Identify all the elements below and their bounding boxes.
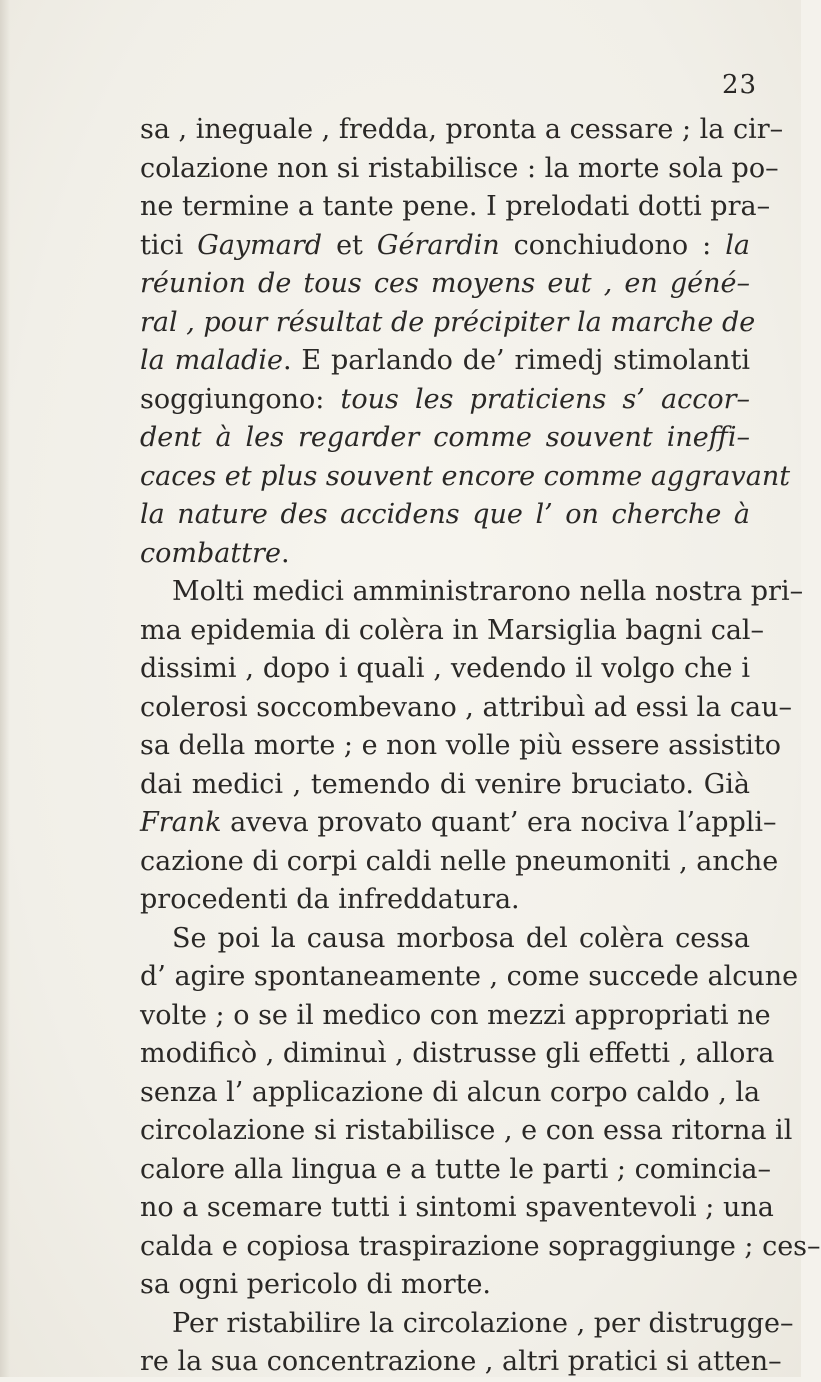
text-line (140, 649, 750, 689)
text-line (140, 611, 765, 651)
italic-text-segment: réunion de tous ces moyens eut , en géné– (140, 268, 750, 299)
text-line (140, 1188, 774, 1228)
text-segment: cazione di corpi caldi nelle pneumoniti , anche (140, 845, 779, 877)
text-segment: dissimi , dopo i quali , vedendo il volgo che i (140, 653, 750, 684)
text-line (140, 842, 779, 882)
text-line (140, 880, 750, 920)
text-line (140, 457, 791, 497)
text-line (140, 765, 750, 805)
text-line (140, 418, 750, 458)
text-segment: colazione non si ristabilisce : la morte sola po– (140, 152, 779, 184)
text-segment: sa della morte ; e non volle più essere assistito (140, 730, 782, 761)
text-line (140, 1034, 775, 1074)
text-segment: dai medici , temendo di venire bruciato. Già (140, 768, 750, 800)
text-line (172, 572, 804, 612)
italic-text-segment: dent à les regarder comme souvent ineffi– (140, 422, 750, 453)
italic-text-segment: Gaymard (197, 229, 323, 261)
text-line (140, 380, 750, 420)
text-line (140, 149, 779, 189)
page-number: 23 (722, 70, 758, 100)
text-segment: Per ristabilire la circolazione , per distrugge– (172, 1307, 794, 1339)
text-line (172, 1304, 794, 1344)
text-segment: sa ogni pericolo di morte. (140, 1269, 492, 1300)
italic-text-segment: combattre (140, 537, 281, 569)
page-binding-edge (0, 0, 10, 1377)
text-segment: circolazione si ristabilisce , e con essa ritorna il (140, 1115, 793, 1146)
text-line (140, 803, 777, 843)
text-segment: calda e copiosa traspirazione sopraggiunge ; ces– (140, 1230, 821, 1262)
italic-text-segment: la (725, 229, 750, 261)
text-segment: re la sua concentrazione , altri pratici si atten– (140, 1346, 782, 1377)
text-segment: procedenti da infreddatura. (140, 884, 520, 915)
text-line (140, 303, 756, 343)
text-line (140, 688, 792, 728)
italic-text-segment: la maladie (140, 345, 283, 376)
italic-text-segment: ral , pour résultat de précipiter la marche de (140, 306, 756, 338)
text-segment: Se poi la causa morbosa del colèra cessa (172, 922, 750, 954)
text-line (140, 1150, 771, 1190)
italic-text-segment: la nature des accidens que l’ on cherche à (140, 499, 750, 530)
italic-text-segment: Frank (140, 807, 222, 838)
text-line (140, 996, 771, 1036)
text-segment: aveva provato quant’ era nociva l’appli– (221, 807, 777, 838)
text-line (140, 1265, 750, 1305)
text-segment: sa , ineguale , fredda, pronta a cessare ; la cir– (140, 114, 784, 145)
text-line (140, 187, 771, 227)
italic-text-segment: tous les praticiens s’ accor– (340, 383, 750, 415)
text-segment: d’ agire spontaneamente , come succede alcune (140, 961, 799, 992)
text-segment: calore alla lingua e a tutte le parti ; comincia– (140, 1153, 771, 1185)
text-segment: tici (140, 229, 198, 261)
text-segment: ma epidemia di colèra in Marsiglia bagni cal– (140, 614, 765, 646)
text-segment: volte ; o se il medico con mezzi appropriati ne (140, 999, 771, 1031)
text-line (140, 264, 750, 304)
text-line (140, 957, 799, 997)
text-line (140, 1342, 782, 1382)
text-line (140, 110, 784, 150)
text-segment: ne termine a tante pene. I prelodati dotti pra– (140, 191, 771, 222)
text-line (140, 1227, 821, 1267)
text-line (140, 226, 750, 266)
text-segment: . E parlando de’ rimedj stimolanti (282, 345, 750, 376)
italic-text-segment: caces et plus souvent encore comme aggravant (140, 460, 791, 492)
text-segment: et (322, 229, 377, 261)
text-line (140, 726, 782, 766)
text-line (140, 1073, 761, 1113)
text-segment: conchiudono : (499, 229, 726, 261)
text-line (140, 1111, 793, 1151)
italic-text-segment: Gérardin (376, 229, 500, 261)
text-segment: Molti medici amministrarono nella nostra pri– (172, 576, 804, 607)
text-segment: soggiungono: (140, 383, 341, 415)
text-segment: senza l’ applicazione di alcun corpo caldo , la (140, 1076, 761, 1108)
text-line (140, 534, 750, 574)
text-segment: modificò , diminuì , distrusse gli effetti , allora (140, 1038, 775, 1069)
text-segment: no a scemare tutti i sintomi spaventevoli ; una (140, 1192, 774, 1223)
text-segment: . (280, 537, 290, 569)
text-segment: colerosi soccombevano , attribuì ad essi la cau– (140, 691, 792, 723)
text-line (172, 919, 750, 959)
text-line (140, 341, 750, 381)
text-line (140, 495, 750, 535)
